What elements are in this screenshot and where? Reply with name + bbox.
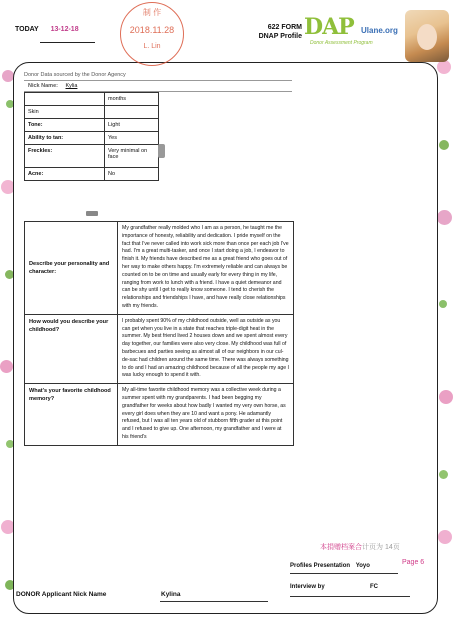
- logo-domain: Ulane.org: [361, 26, 398, 35]
- question-cell: How would you describe your childhood?: [25, 314, 118, 383]
- question-cell: Describe your personality and character:: [25, 222, 118, 315]
- dap-logo: [304, 14, 398, 46]
- donor-underline: [160, 601, 268, 602]
- table-row: [25, 168, 159, 181]
- attr-value: months: [105, 93, 159, 106]
- table-row: [25, 93, 159, 106]
- table-row: [25, 119, 159, 132]
- answer-cell: My grandfather really molded who I am as a person, he taught me the importance of honesty, reliability and dedication. I pride myself on the fact that I've never called into work sick more than once per each job I've had. I'm a great multi-tasker, and once I start doing a job, I endeavor to finish it. My friends have described me as a great friend who goes out of her way to make others happy. I'm extremely reliable and can always be counted on to be on time and usually early for every thing in my life, ranging from work to lunch with a friend. I have a quiet demeanor and can be shy until I get to really know someone. I tend to cherish the relationships and friendships I have, and have really close relationships with my friends.: [118, 222, 294, 315]
- table-row: [25, 222, 294, 315]
- today-date: 13-12-18: [50, 26, 79, 33]
- attr-value: Yes: [105, 132, 159, 145]
- form-number: 622 FORM: [267, 24, 302, 31]
- page-count-note-pink: 本捐赠档案合: [320, 544, 362, 551]
- table-row: [25, 132, 159, 145]
- question-cell: What's your favorite childhood memory?: [25, 384, 118, 446]
- page-count-note: [320, 542, 400, 552]
- stamp-line-2: 2018.11.28: [129, 25, 175, 35]
- today-label: TODAY: [15, 26, 39, 33]
- logo-tagline: Donor Assessment Program: [310, 40, 373, 46]
- form-title: [230, 23, 302, 41]
- profiles-presentation-label: Profiles Presentation: [290, 563, 351, 569]
- attributes-table: [24, 92, 159, 181]
- nick-name-row: [28, 83, 77, 89]
- answer-cell: My all-time favorite childhood memory was a collective week during a summer spent with my grandparents. I had been begging my grandfather for weeks about how badly I wanted my very own horse, as every girl does when they are 10 and want a pony. He adamantly refused, but I was all ten years old of stubborn fifth grader at this point and I refused to give up. One afternoon, my grandfather and I were at his friend's: [118, 384, 294, 446]
- donor-photo: [405, 10, 449, 62]
- donor-value: Kylina: [161, 591, 181, 598]
- attr-label: Ability to tan:: [25, 132, 105, 145]
- presentation-underline: [290, 573, 398, 574]
- attr-value: [105, 106, 159, 119]
- answer-cell: I probably spent 90% of my childhood outside, well as outside as you can get when you live in a state that reaches triple-digit heat in the summer. My best friend lived 2 houses down and we spent almost every day together, our families were also very close. My childhood was full of barbecues and parties seeing as almost all of our neighbors in our cul-de-sac had children around the same time. There was always something to do and I had an amazing childhood because of all the people my age I was lucky enough to spend it with.: [118, 314, 294, 383]
- table-row: [25, 106, 159, 119]
- source-divider: [24, 80, 292, 81]
- stamp-line-1: 制 作: [142, 8, 162, 17]
- red-seal-stamp: [120, 2, 184, 66]
- donor-face: [417, 24, 437, 50]
- attr-label: Tone:: [25, 119, 105, 132]
- today-field: [15, 26, 79, 33]
- page-header: [0, 0, 453, 60]
- interview-value: FC: [370, 584, 378, 590]
- form-name: DNAP Profile: [258, 33, 302, 40]
- table-resize-handle[interactable]: [158, 144, 165, 158]
- attr-label: [25, 93, 105, 106]
- questions-table: [24, 221, 294, 446]
- attr-label: Acne:: [25, 168, 105, 181]
- page-count-note-gray: 计页为 14页: [362, 544, 400, 551]
- interview-by: [290, 584, 378, 590]
- attr-label: Freckles:: [25, 145, 105, 168]
- profiles-presentation-value: Yoyo: [355, 563, 370, 569]
- nick-name-label: Nick Name:: [28, 83, 58, 89]
- donor-label: DONOR Applicant Nick Name: [16, 591, 107, 598]
- source-note: Donor Data sourced by the Donor Agency: [24, 72, 126, 78]
- table-row: [25, 145, 159, 168]
- attr-value: Light: [105, 119, 159, 132]
- attr-label: Skin: [25, 106, 105, 119]
- today-underline: [40, 42, 95, 43]
- page-number: Page 6: [402, 559, 425, 566]
- logo-text: DAP: [304, 14, 354, 40]
- interview-underline: [290, 596, 410, 597]
- table-drag-handle[interactable]: [86, 211, 98, 216]
- attr-value: No: [105, 168, 159, 181]
- stamp-line-3: L. Lin: [143, 43, 161, 50]
- nick-name-value: Kylia: [65, 83, 78, 89]
- table-row: [25, 384, 294, 446]
- interview-label: Interview by: [290, 584, 325, 590]
- profiles-presentation: [290, 563, 370, 569]
- attr-value: Very minimal on face: [105, 145, 159, 168]
- donor-nick-name: [16, 591, 181, 598]
- table-row: [25, 314, 294, 383]
